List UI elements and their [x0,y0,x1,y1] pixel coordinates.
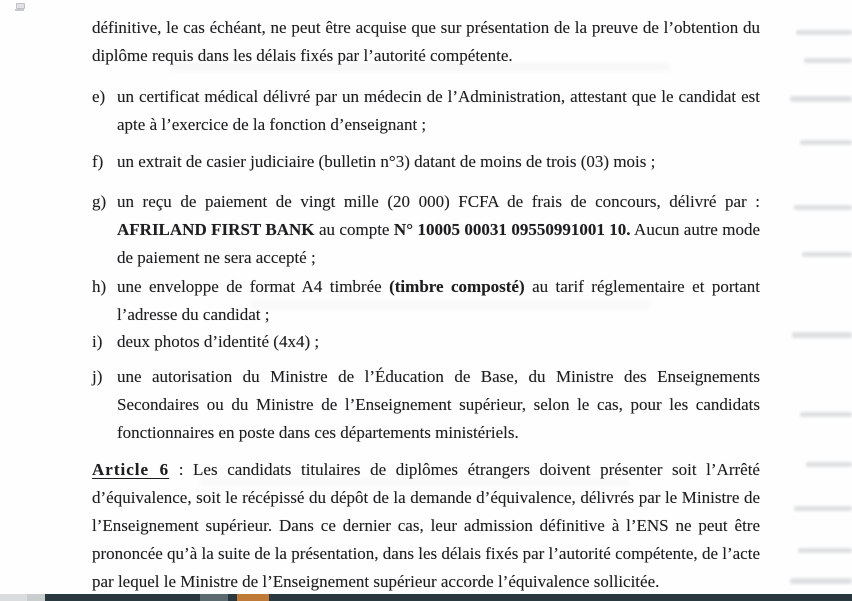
text-run: au tarif réglementaire et portant l’adresse du candidat ; [117,277,761,324]
bottom-bar-segment [237,594,269,601]
scan-artifact [792,332,852,338]
scan-artifact [804,58,852,63]
text-run: Aucun autre mode de paiement ne sera accepté ; [117,220,760,267]
bank-name: AFRILAND FIRST BANK [117,220,315,239]
article-6-paragraph [92,456,760,596]
list-letter: f) [92,152,104,171]
text-run: au compte [314,220,394,239]
list-item-text: deux photos d’identité (4x4) ; [117,332,320,351]
list-letter: h) [92,277,107,296]
scan-artifact [798,548,852,553]
list-letter: j) [92,367,103,386]
bottom-bar-segment [200,594,228,601]
list-item-h [92,273,761,329]
bottom-bar-segment [45,594,200,601]
text-run: un reçu de paiement de vingt mille (20 000) FCFA de frais de concours, délivré par : [117,192,760,211]
intro-text: définitive, le cas échéant, ne peut être acquise que sur présentation de la preuve de l’obtention du diplôme requis dans les délais fixés par l’autorité compétente. [92,18,760,65]
scan-artifact [794,205,852,210]
list-letter: i) [92,332,103,351]
intro-paragraph [92,14,760,70]
list-item-i [92,328,760,356]
account-number: N° 10005 00031 09550991001 10. [393,220,631,239]
list-letter: e) [92,87,106,106]
scan-artifact [790,96,852,102]
scan-artifact [790,578,852,584]
scan-artifact [806,462,852,467]
bold-run: (timbre composté) [389,277,525,296]
list-item-e [92,83,760,139]
list-item-g [92,188,760,272]
scan-artifact [802,252,852,257]
list-item-text: un extrait de casier judiciaire (bulletin n°3) datant de moins de trois (03) mois ; [117,152,656,171]
article-6-colon: : [169,460,194,479]
list-item-text [117,192,760,267]
scan-artifact [800,412,852,417]
article-6-label: Article 6 [92,460,170,479]
list-item-text: un certificat médical délivré par un médecin de l’Administration, attestant que le candidat est apte à l’exercice de la fonction d’enseignant ; [117,87,760,134]
bottom-bar-segment [0,594,27,601]
bottom-bar-segment [27,594,45,601]
list-item-f [92,148,760,176]
list-item-text: une autorisation du Ministre de l’Éducation de Base, du Ministre des Enseignements Secondaires ou du Ministre de l’Enseignement supérieur, selon le cas, pour les candidats fonctionnaires en poste dans ces départements ministériels. [117,367,760,442]
list-item-text [117,277,760,324]
scan-mark [15,2,24,13]
bottom-bar-segment [228,594,237,601]
text-run: une enveloppe de format A4 timbrée [117,277,390,296]
scan-artifact [794,506,852,511]
list-letter: g) [92,192,107,211]
scan-artifact [796,30,852,35]
bottom-bar-segment [269,594,852,601]
scan-artifact [800,140,852,145]
article-6-body: Les candidats titulaires de diplômes étrangers doivent présenter soit l’Arrêté d’équivalence, soit le récépissé du dépôt de la demande d’équivalence, délivrés par le Ministre de l’Enseignement supérieur. Dans ce dernier cas, leur admission définitive à l’ENS ne peut être prononcée qu’à la suite de la présentation, dans les délais fixés par l’autorité compétente, de l’acte par lequel le Ministre de l’Enseignement supérieur accorde l’équivalence sollicitée. [92,460,760,591]
list-item-j [92,363,760,447]
